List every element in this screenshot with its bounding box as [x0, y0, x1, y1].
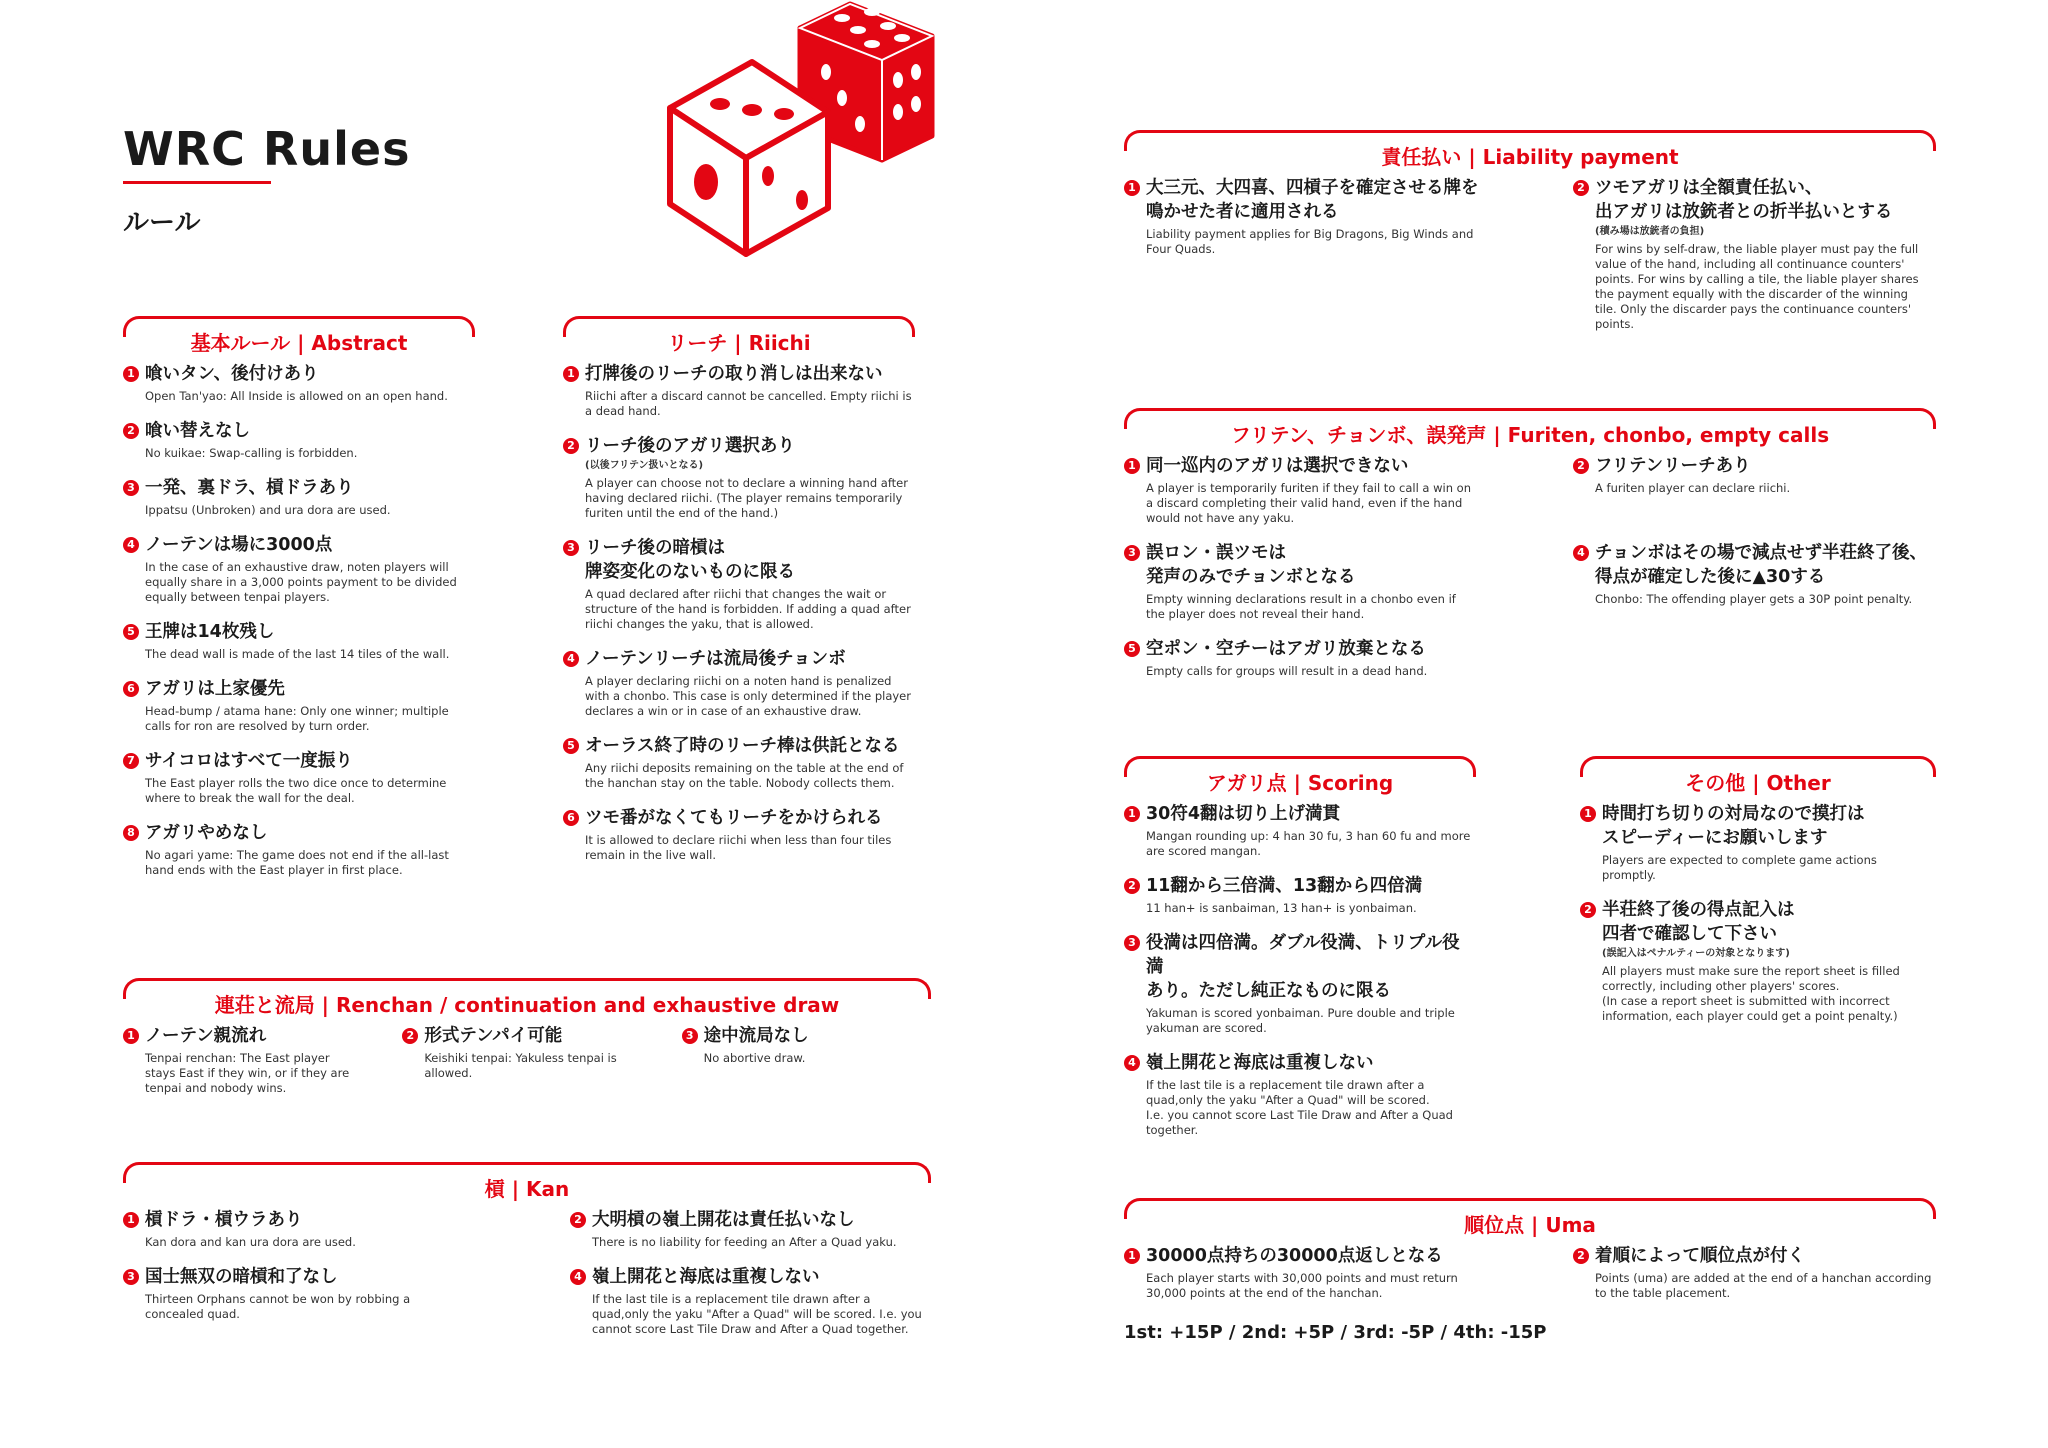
- rule-item: [563, 806, 915, 863]
- uma-summary: 1st: +15P / 2nd: +5P / 3rd: -5P / 4th: -15P: [1124, 1322, 1547, 1343]
- rule-description: Mangan rounding up: 4 han 30 fu, 3 han 60 fu and more are scored mangan.: [1146, 829, 1471, 858]
- rule-item: [1580, 898, 1936, 1024]
- number-badge: 4: [1573, 545, 1589, 561]
- section-header: [1124, 756, 1476, 802]
- rule-item: [123, 419, 475, 461]
- rule-item: [123, 362, 475, 404]
- rule-item: [1573, 541, 1936, 622]
- rule-heading: 30符4翻は切り上げ満貫: [1146, 804, 1341, 824]
- rule-note: (以後フリテン扱いとなる): [585, 460, 704, 471]
- number-badge: 1: [1124, 458, 1140, 474]
- rule-description: Empty winning declarations result in a chonbo even if the player does not reveal their hand.: [1146, 592, 1456, 621]
- section-liability: [1124, 130, 1936, 347]
- rule-description: Open Tan'yao: All Inside is allowed on an open hand.: [145, 389, 448, 403]
- page-title: WRC Rules: [123, 122, 411, 176]
- rule-heading: ノーテンは場に3000点: [145, 535, 333, 555]
- number-badge: 2: [1573, 1248, 1589, 1264]
- rule-description: Each player starts with 30,000 points and must return 30,000 points at the end of the hanchan.: [1146, 1271, 1458, 1300]
- number-badge: 1: [123, 366, 139, 382]
- rule-description: A player can choose not to declare a winning hand after having declared riichi. (The player remains temporarily furiten until the end of the hand.): [585, 476, 908, 520]
- rule-item: [563, 647, 915, 719]
- rule-description: Head-bump / atama hane: Only one winner; multiple calls for ron are resolved by turn order.: [145, 704, 449, 733]
- rule-description: Kan dora and kan ura dora are used.: [145, 1235, 356, 1249]
- section-scoring: [1124, 756, 1476, 1153]
- rule-item: [563, 362, 915, 419]
- rule-item: [1573, 176, 1936, 332]
- rule-item: [1124, 1051, 1476, 1138]
- number-badge: 4: [1124, 1055, 1140, 1071]
- number-badge: 5: [563, 738, 579, 754]
- number-badge: 1: [1580, 806, 1596, 822]
- rule-description: A player is temporarily furiten if they fail to call a win on a discard completing their valid hand, even if the hand would not have any yaku.: [1146, 481, 1471, 525]
- rule-item: [123, 821, 475, 878]
- rule-item: [1124, 176, 1487, 332]
- rule-item: [1573, 454, 1936, 526]
- rule-heading: ノーテンリーチは流局後チョンボ: [585, 649, 846, 669]
- section-renchan: [123, 978, 931, 1111]
- number-badge: 2: [1573, 458, 1589, 474]
- number-badge: 1: [563, 366, 579, 382]
- section-furiten: [1124, 408, 1936, 694]
- rule-description: A player declaring riichi on a noten hand is penalized with a chonbo. This case is only determined if the player declares a win or in case of an exhaustive draw.: [585, 674, 911, 718]
- rule-description: Riichi after a discard cannot be cancelled. Empty riichi is a dead hand.: [585, 389, 912, 418]
- section-header: [1124, 130, 1936, 176]
- rule-heading: 大明槓の嶺上開花は責任払いなし: [592, 1210, 855, 1230]
- number-badge: 3: [1124, 935, 1140, 951]
- rule-heading: 打牌後のリーチの取り消しは出来ない: [585, 364, 883, 384]
- number-badge: 4: [123, 537, 139, 553]
- rule-item: [563, 434, 915, 521]
- rule-item: [682, 1024, 931, 1096]
- rule-heading: 国士無双の暗槓和了なし: [145, 1267, 338, 1287]
- rule-item: [1573, 1244, 1936, 1301]
- section-title: 順位点 | Uma: [1464, 1213, 1596, 1237]
- section-header: [123, 978, 931, 1024]
- rule-heading: オーラス終了時のリーチ棒は供託となる: [585, 736, 900, 756]
- rule-item: [570, 1265, 931, 1337]
- rule-description: Tenpai renchan: The East player stays East if they win, or if they are tenpai and nobody wins.: [145, 1051, 350, 1095]
- rule-heading: 嶺上開花と海底は重複しない: [1146, 1053, 1374, 1073]
- section-title: 責任払い | Liability payment: [1381, 145, 1679, 169]
- rule-item: [123, 533, 475, 605]
- rule-description: No abortive draw.: [703, 1051, 806, 1065]
- rule-item: [123, 1208, 484, 1250]
- rule-item: [402, 1024, 651, 1096]
- number-badge: 7: [123, 753, 139, 769]
- rule-description: Empty calls for groups will result in a dead hand.: [1146, 664, 1428, 678]
- rule-heading: ツモアガリは全額責任払い、 出アガリは放銃者との折半払いとする: [1595, 178, 1893, 222]
- rule-description: In the case of an exhaustive draw, noten players will equally share in a 3,000 points payment to be divided equally between tenpai players.: [145, 560, 457, 604]
- rule-item: [1580, 802, 1936, 883]
- section-riichi: [563, 316, 915, 878]
- rule-item: [123, 1265, 484, 1337]
- rule-heading: ツモ番がなくてもリーチをかけられる: [585, 808, 883, 828]
- number-badge: 3: [682, 1028, 698, 1044]
- rule-heading: 槓ドラ・槓ウラあり: [145, 1210, 303, 1230]
- rule-description: Liability payment applies for Big Dragons, Big Winds and Four Quads.: [1146, 227, 1474, 256]
- rule-item: [563, 734, 915, 791]
- rule-heading: ノーテン親流れ: [145, 1026, 267, 1046]
- section-header: [123, 316, 475, 362]
- rule-heading: 30000点持ちの30000点返しとなる: [1146, 1246, 1443, 1266]
- rule-description: 11 han+ is sanbaiman, 13 han+ is yonbaiman.: [1146, 901, 1417, 915]
- rule-heading: 途中流局なし: [703, 1026, 809, 1046]
- rule-heading: 嶺上開花と海底は重複しない: [592, 1267, 820, 1287]
- rule-item: [563, 536, 915, 632]
- number-badge: 4: [570, 1269, 586, 1285]
- rule-item: [1124, 802, 1476, 859]
- rule-description: Players are expected to complete game actions promptly.: [1602, 853, 1877, 882]
- section-kan: [123, 1162, 931, 1352]
- section-uma: [1124, 1198, 1936, 1343]
- rule-heading: 空ポン・空チーはアガリ放棄となる: [1146, 639, 1426, 659]
- number-badge: 2: [1580, 902, 1596, 918]
- rule-description: Yakuman is scored yonbaiman. Pure double and triple yakuman are scored.: [1146, 1006, 1455, 1035]
- number-badge: 8: [123, 825, 139, 841]
- rule-description: A quad declared after riichi that changes the wait or structure of the hand is forbidden. If adding a quad after riichi changes the yaku, that is allowed.: [585, 587, 911, 631]
- number-badge: 3: [123, 480, 139, 496]
- rule-item: [123, 620, 475, 662]
- rule-item: [123, 1024, 372, 1096]
- section-other: [1580, 756, 1936, 1039]
- rule-description: The East player rolls the two dice once to determine where to break the wall for the deal.: [145, 776, 447, 805]
- rule-description: Chonbo: The offending player gets a 30P point penalty.: [1595, 592, 1913, 606]
- rule-item: [570, 1208, 931, 1250]
- rule-description: Keishiki tenpai: Yakuless tenpai is allowed.: [424, 1051, 617, 1080]
- number-badge: 3: [563, 540, 579, 556]
- number-badge: 6: [563, 810, 579, 826]
- rule-heading: 大三元、大四喜、四槓子を確定させる牌を 鳴かせた者に適用される: [1146, 178, 1479, 222]
- rule-heading: 形式テンパイ可能: [424, 1026, 563, 1046]
- section-title: 連荘と流局 | Renchan / continuation and exhaustive draw: [214, 993, 840, 1017]
- rule-item: [1124, 454, 1487, 526]
- rule-description: If the last tile is a replacement tile drawn after a quad,only the yaku "After a Quad" will be scored. I.e. you cannot score Last Tile Draw and After a Quad together.: [592, 1292, 922, 1336]
- rule-description: Ippatsu (Unbroken) and ura dora are used.: [145, 503, 391, 517]
- section-title: アガリ点 | Scoring: [1206, 771, 1394, 795]
- rule-description: For wins by self-draw, the liable player must pay the full value of the hand, including all continuance counters' points. For wins by calling a tile, the liable player shares the payment equally with the discarder of the winning tile. Only the discarder pays the continuance counters' points.: [1595, 242, 1919, 331]
- rule-heading: 役満は四倍満。ダブル役満、トリプル役満 あり。ただし純正なものに限る: [1146, 933, 1460, 1001]
- rule-heading: チョンボはその場で減点せず半荘終了後、 得点が確定した後に▲30する: [1595, 543, 1927, 587]
- section-header: [123, 1162, 931, 1208]
- number-badge: 5: [123, 624, 139, 640]
- rule-description: It is allowed to declare riichi when less than four tiles remain in the live wall.: [585, 833, 892, 862]
- section-title: その他 | Other: [1685, 771, 1831, 795]
- rule-description: If the last tile is a replacement tile drawn after a quad,only the yaku "After a Quad" will be scored. I.e. you cannot score Last Tile Draw and After a Quad together.: [1146, 1078, 1453, 1137]
- section-header: [1124, 1198, 1936, 1244]
- rule-description: No agari yame: The game does not end if the all-last hand ends with the East player in first place.: [145, 848, 449, 877]
- number-badge: 3: [123, 1269, 139, 1285]
- title-underline: [123, 181, 271, 184]
- rule-item: [1124, 541, 1487, 622]
- section-header: [1124, 408, 1936, 454]
- number-badge: 1: [1124, 1248, 1140, 1264]
- rule-item: [123, 677, 475, 734]
- section-title: フリテン、チョンボ、誤発声 | Furiten, chonbo, empty calls: [1230, 423, 1830, 447]
- number-badge: 4: [563, 651, 579, 667]
- dice-icon: [650, 0, 970, 260]
- section-title: リーチ | Riichi: [667, 331, 811, 355]
- number-badge: 1: [123, 1028, 139, 1044]
- number-badge: 2: [1124, 878, 1140, 894]
- page-subtitle: ルール: [123, 208, 201, 238]
- rule-description: No kuikae: Swap-calling is forbidden.: [145, 446, 358, 460]
- rule-note: (誤記入はペナルティーの対象となります): [1602, 948, 1790, 959]
- rule-heading: アガリは上家優先: [145, 679, 285, 699]
- rule-heading: 誤ロン・誤ツモは 発声のみでチョンボとなる: [1146, 543, 1356, 587]
- number-badge: 2: [402, 1028, 418, 1044]
- rule-item: [123, 749, 475, 806]
- rule-item: [1124, 1244, 1487, 1301]
- rule-heading: 一発、裏ドラ、槓ドラあり: [145, 478, 354, 498]
- rule-heading: 11翻から三倍満、13翻から四倍満: [1146, 876, 1423, 896]
- rule-item: [1124, 637, 1487, 679]
- rule-heading: リーチ後の暗槓は 牌姿変化のないものに限る: [585, 538, 795, 582]
- rule-heading: 時間打ち切りの対局なので摸打は スピーディーにお願いします: [1602, 804, 1865, 848]
- rule-item: [1124, 874, 1476, 916]
- section-header: [1580, 756, 1936, 802]
- number-badge: 1: [123, 1212, 139, 1228]
- rule-description: All players must make sure the report sheet is filled correctly, including other players' scores. (In case a report sheet is submitted with incorrect information, each player could get a point penalty.): [1602, 964, 1900, 1023]
- rule-heading: アガリやめなし: [145, 823, 268, 843]
- section-title: 基本ルール | Abstract: [190, 331, 408, 355]
- number-badge: 5: [1124, 641, 1140, 657]
- number-badge: 2: [123, 423, 139, 439]
- rule-description: There is no liability for feeding an After a Quad yaku.: [592, 1235, 897, 1249]
- number-badge: 1: [1124, 806, 1140, 822]
- rule-heading: フリテンリーチあり: [1595, 456, 1751, 476]
- rule-heading: 着順によって順位点が付く: [1595, 1246, 1805, 1266]
- rule-heading: 喰いタン、後付けあり: [145, 364, 319, 384]
- rule-heading: リーチ後のアガリ選択あり: [585, 436, 795, 456]
- rule-description: Thirteen Orphans cannot be won by robbing a concealed quad.: [145, 1292, 411, 1321]
- rule-item: [1124, 931, 1476, 1036]
- rule-description: A furiten player can declare riichi.: [1595, 481, 1791, 495]
- number-badge: 3: [1124, 545, 1140, 561]
- rule-heading: 王牌は14枚残し: [145, 622, 275, 642]
- section-abstract: [123, 316, 475, 893]
- rule-heading: 半荘終了後の得点記入は 四者で確認して下さい: [1602, 900, 1795, 944]
- rule-heading: 同一巡内のアガリは選択できない: [1146, 456, 1409, 476]
- rule-item: [123, 476, 475, 518]
- rule-description: Any riichi deposits remaining on the table at the end of the hanchan stay on the table. Nobody collects them.: [585, 761, 904, 790]
- section-title: 槓 | Kan: [484, 1177, 570, 1201]
- number-badge: 2: [563, 438, 579, 454]
- rule-note: (積み場は放銃者の負担): [1595, 226, 1705, 237]
- section-header: [563, 316, 915, 362]
- number-badge: 2: [570, 1212, 586, 1228]
- number-badge: 6: [123, 681, 139, 697]
- number-badge: 2: [1573, 180, 1589, 196]
- rule-description: Points (uma) are added at the end of a hanchan according to the table placement.: [1595, 1271, 1932, 1300]
- number-badge: 1: [1124, 180, 1140, 196]
- rule-heading: サイコロはすべて一度振り: [145, 751, 353, 771]
- rule-heading: 喰い替えなし: [145, 421, 250, 441]
- rule-description: The dead wall is made of the last 14 tiles of the wall.: [145, 647, 450, 661]
